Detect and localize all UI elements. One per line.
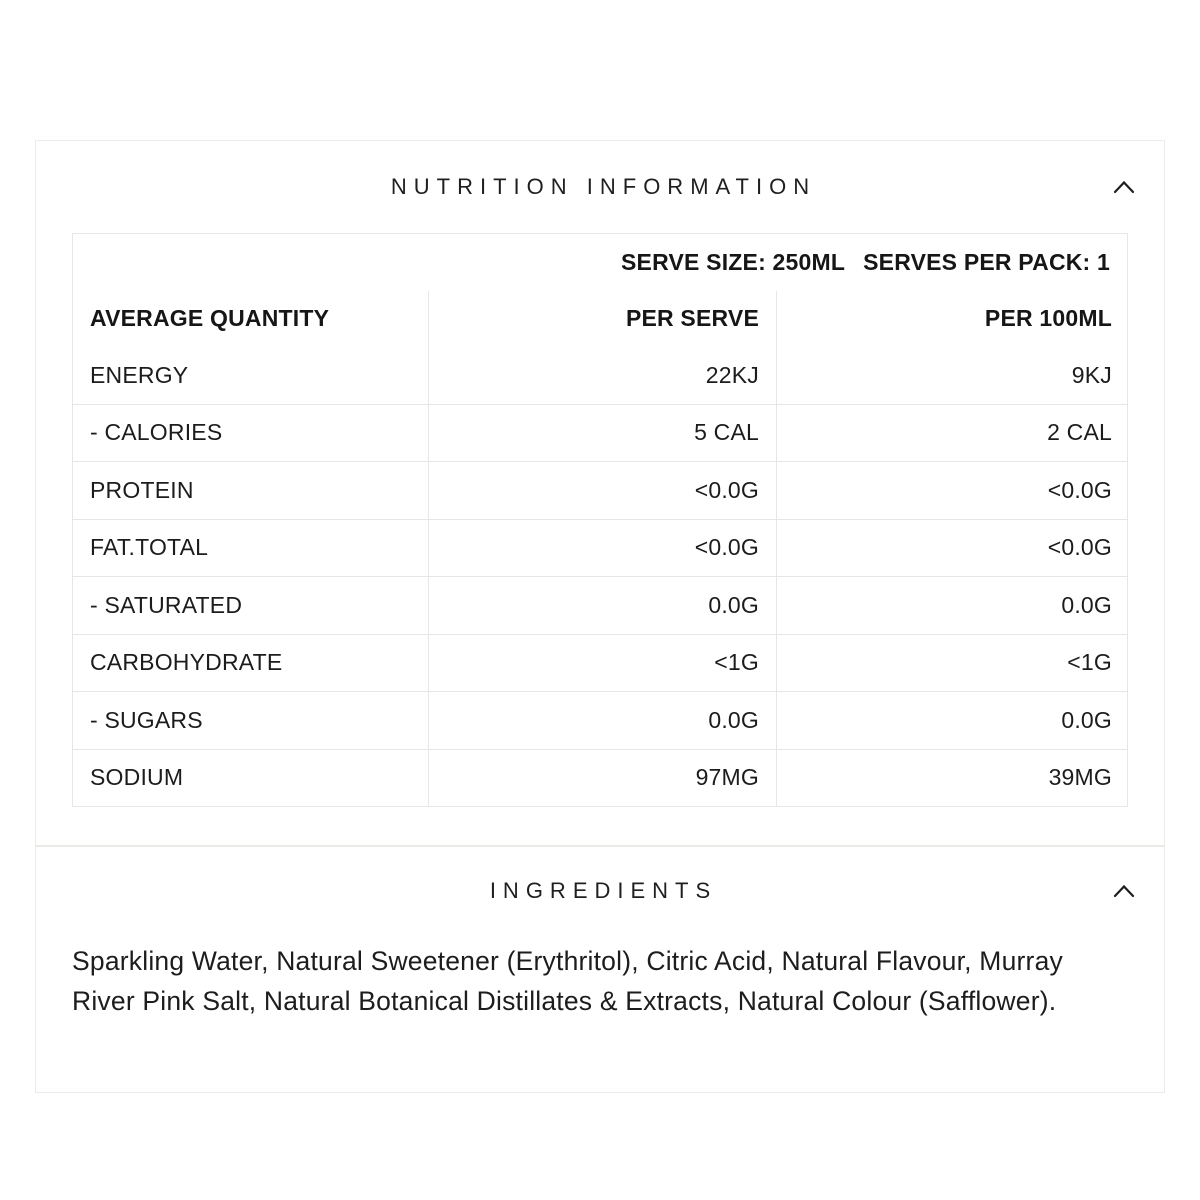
- per-serve-value: 22KJ: [428, 347, 776, 404]
- nutrition-section-title: NUTRITION INFORMATION: [390, 174, 817, 199]
- per-100ml-value: <0.0G: [776, 520, 1129, 577]
- table-row: [73, 634, 1127, 692]
- ingredients-accordion-header[interactable]: [36, 847, 1164, 935]
- chevron-up-icon[interactable]: [1113, 180, 1135, 194]
- table-row: [73, 404, 1127, 462]
- per-100ml-value: 39MG: [776, 750, 1129, 807]
- table-row: [73, 519, 1127, 577]
- column-header-average-quantity: AVERAGE QUANTITY: [90, 305, 330, 332]
- row-label: - CALORIES: [90, 419, 223, 446]
- per-serve-value: <0.0G: [428, 462, 776, 519]
- row-label: ENERGY: [90, 361, 189, 388]
- serve-size-row: [73, 234, 1127, 291]
- serve-size-value: SERVE SIZE: 250ML: [621, 248, 846, 275]
- ingredients-section: [35, 846, 1165, 1093]
- table-header-row: [73, 291, 1127, 348]
- nutrition-accordion-header[interactable]: [36, 141, 1164, 233]
- column-header-per-serve: PER SERVE: [428, 291, 776, 348]
- per-100ml-value: <1G: [776, 635, 1129, 692]
- row-label: - SATURATED: [90, 591, 243, 618]
- per-100ml-value: 2 CAL: [776, 405, 1129, 462]
- table-row: [73, 347, 1127, 404]
- per-serve-value: 97MG: [428, 750, 776, 807]
- row-label: FAT.TOTAL: [90, 534, 209, 561]
- row-label: CARBOHYDRATE: [90, 649, 283, 676]
- serves-per-pack-value: SERVES PER PACK: 1: [863, 248, 1110, 275]
- table-row: [73, 576, 1127, 634]
- per-100ml-value: 0.0G: [776, 692, 1129, 749]
- row-label: SODIUM: [90, 764, 184, 791]
- nutrition-information-section: [35, 140, 1165, 846]
- per-100ml-value: 0.0G: [776, 577, 1129, 634]
- chevron-up-icon[interactable]: [1113, 884, 1135, 898]
- nutrition-table-body: [73, 347, 1127, 806]
- per-serve-value: 0.0G: [428, 692, 776, 749]
- table-row: [73, 691, 1127, 749]
- table-row: [73, 749, 1127, 807]
- per-serve-value: <1G: [428, 635, 776, 692]
- row-label: - SUGARS: [90, 706, 203, 733]
- ingredients-section-title: INGREDIENTS: [489, 878, 718, 903]
- row-label: PROTEIN: [90, 476, 194, 503]
- per-serve-value: <0.0G: [428, 520, 776, 577]
- table-row: [73, 461, 1127, 519]
- ingredients-text: Sparkling Water, Natural Sweetener (Erythritol), Citric Acid, Natural Flavour, Murray River Pink Salt, Natural Botanical Distillates & Extracts, Natural Colour (Safflower).: [72, 946, 1063, 1016]
- nutrition-table: [72, 233, 1128, 807]
- column-header-per-100ml: PER 100ML: [776, 291, 1129, 348]
- per-100ml-value: 9KJ: [776, 347, 1129, 404]
- per-serve-value: 0.0G: [428, 577, 776, 634]
- per-serve-value: 5 CAL: [428, 405, 776, 462]
- per-100ml-value: <0.0G: [776, 462, 1129, 519]
